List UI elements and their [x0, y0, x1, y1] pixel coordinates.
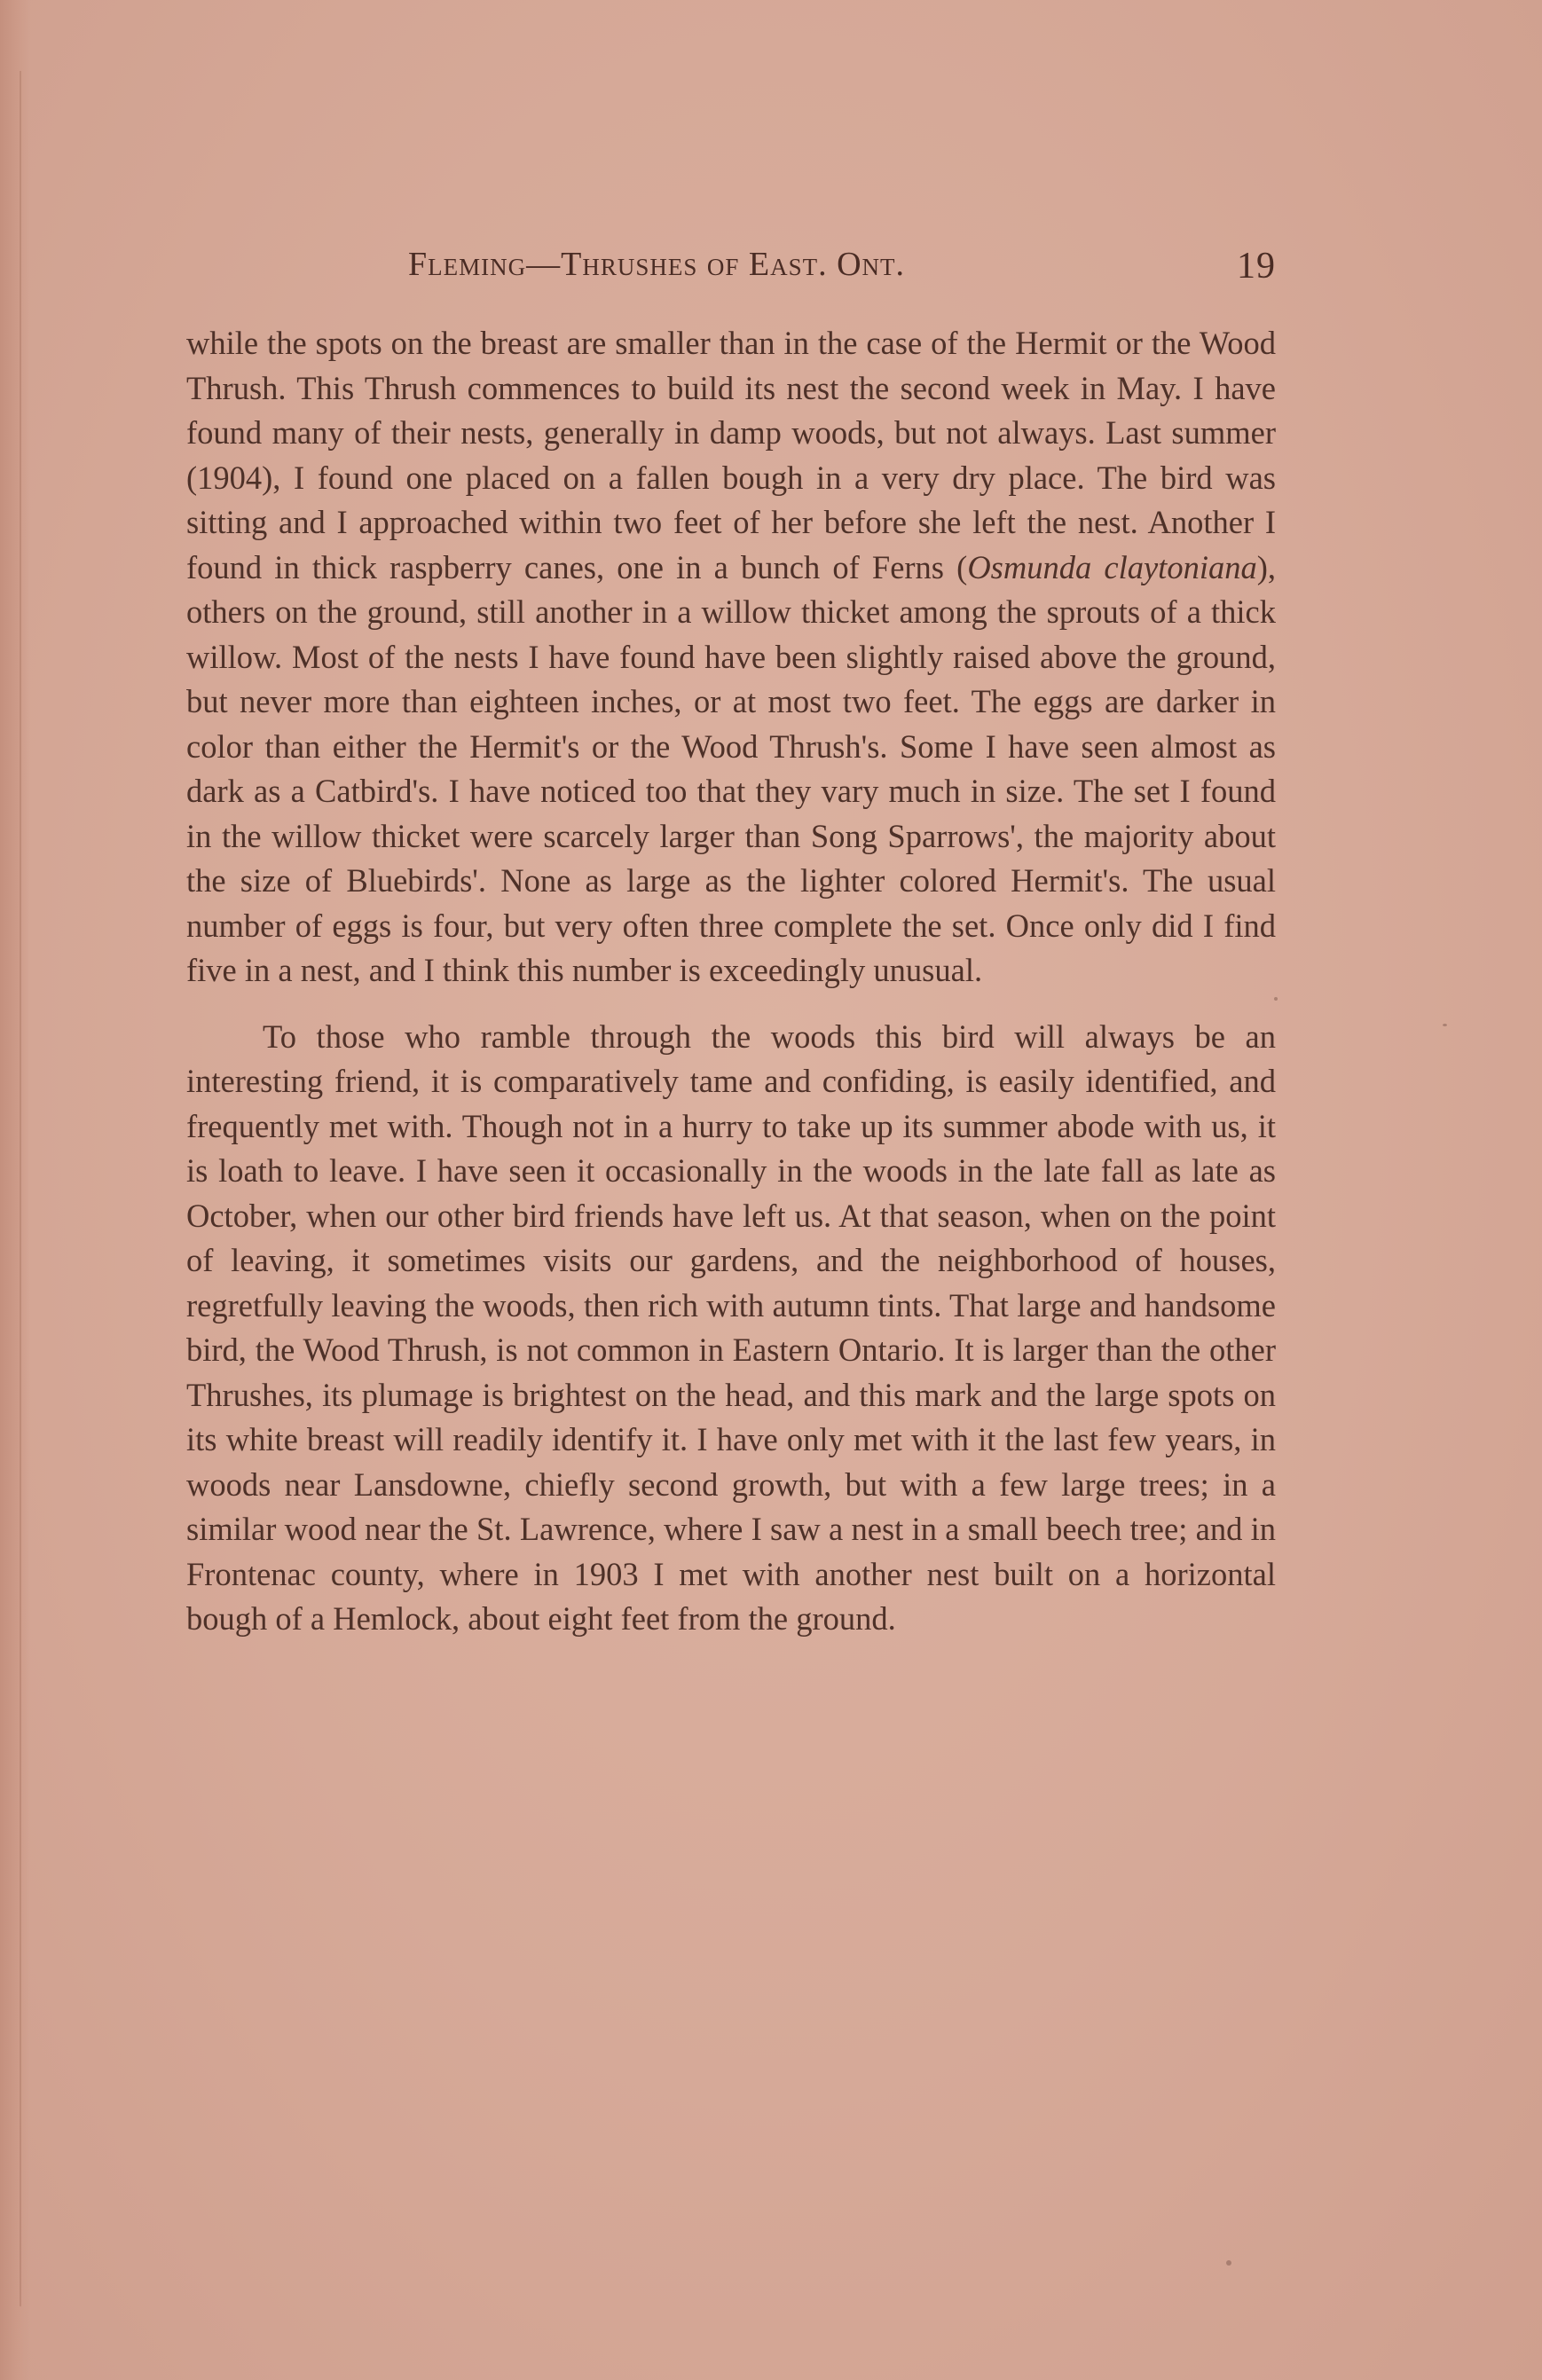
running-head [408, 245, 1276, 298]
paper-speck [1443, 1024, 1447, 1026]
page-gutter-shadow [0, 0, 30, 2380]
page-number: 19 [1237, 246, 1276, 287]
paragraph-2 [186, 1015, 1276, 1642]
gutter-line [20, 71, 21, 2306]
paper-speck [1226, 2260, 1231, 2266]
paragraph-1 [186, 321, 1276, 994]
text-run: ), others on the ground, still another in a willow thicket among the sprouts of a thick willow. Most of the nests I have found have been slightly raised above the ground, but never more than eighteen inches, or at most two feet. The eggs are darker in color than either the Hermit's or the Wood Thrush's. Some I have seen almost as dark as a Catbird's. I have noticed too that they vary much in size. The set I found in the willow thicket were scarcely larger than Song Sparrows', the majority about the size of Bluebirds'. None as large as the lighter colored Hermit's. The usual number of eggs is four, but very often three complete the set. Once only did I find five in a nest, and I think this number is exceedingly unusual. [186, 548, 1276, 988]
text-run: while the spots on the breast are smaller than in the case of the Hermit or the Wood Thrush. This Thrush commences to build its nest the second week in May. I have found many of their nests, generally in damp woods, but not always. Last summer (1904), I found one placed on a fallen bough in a very dry place. The bird was sitting and I approached within two feet of her before she left the nest. Another I found in thick raspberry canes, one in a bunch of Ferns ( [186, 325, 1276, 585]
text-run: To those who ramble through the woods this bird will always be an interesting friend, it is comparatively tame and confiding, is easily identified, and frequently met with. Though not in a hurry to take up its summer abode with us, it is loath to leave. I have seen it occasionally in the woods in the late fall as late as October, when our other bird friends have left us. At that season, when on the point of leaving, it sometimes visits our gardens, and the neighborhood of houses, regretfully leaving the woods, then rich with autumn tints. That large and handsome bird, the Wood Thrush, is not common in Eastern Ontario. It is larger than the other Thrushes, its plumage is brightest on the head, and this mark and the large spots on its white breast will readily identify it. I have only met with it the last few years, in woods near Lansdowne, chiefly second growth, but with a few large trees; in a similar wood near the St. Lawrence, where I saw a nest in a small beech tree; and in Frontenac county, where in 1903 I met with another nest built on a horizontal bough of a Hemlock, about eight feet from the ground. [186, 1017, 1276, 1637]
body-text [186, 321, 1276, 1642]
paper-speck [1274, 997, 1278, 1001]
species-name-italic: Osmunda claytoniana [967, 548, 1257, 585]
running-title: Fleming—Thrushes of East. Ont. [408, 246, 906, 283]
